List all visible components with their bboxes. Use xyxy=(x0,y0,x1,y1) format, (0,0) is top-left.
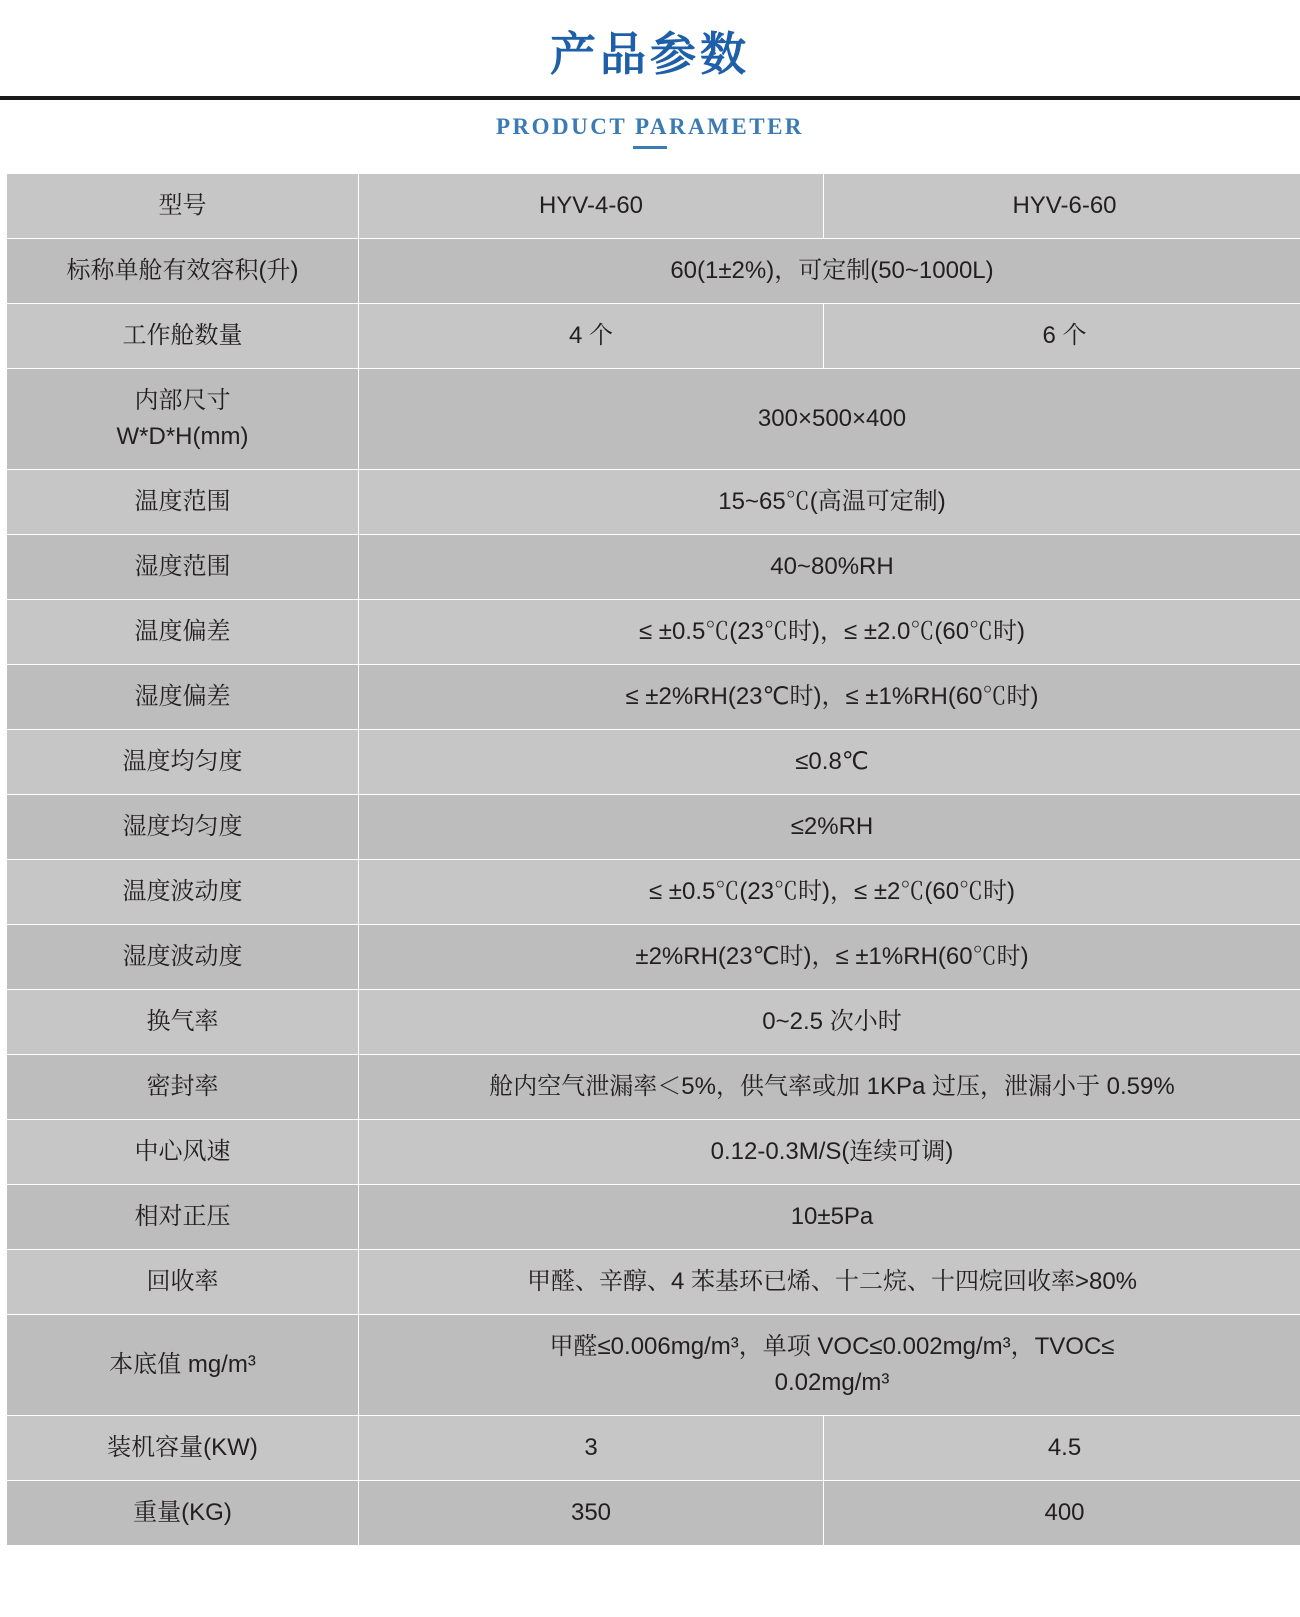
row-value-line2: 0.02mg/m³ xyxy=(774,1368,890,1396)
row-label: 湿度均匀度 xyxy=(7,794,359,859)
table-row xyxy=(7,924,1300,989)
table-row xyxy=(7,1184,1300,1249)
row-value-power-2: 4.5 xyxy=(824,1415,1300,1480)
row-label: 型号 xyxy=(7,173,359,238)
page-header xyxy=(0,0,1300,149)
row-value-model-1: HYV-4-60 xyxy=(359,173,824,238)
table-row xyxy=(7,469,1300,534)
table-row xyxy=(7,534,1300,599)
row-label: 回收率 xyxy=(7,1249,359,1314)
table-row xyxy=(7,599,1300,664)
title-divider xyxy=(0,96,1300,100)
row-value-model-2: HYV-6-60 xyxy=(824,173,1300,238)
table-row xyxy=(7,1314,1300,1415)
table-row xyxy=(7,794,1300,859)
row-label: 湿度偏差 xyxy=(7,664,359,729)
table-row xyxy=(7,1119,1300,1184)
table-row xyxy=(7,859,1300,924)
spec-table xyxy=(6,173,1300,1546)
row-label: 相对正压 xyxy=(7,1184,359,1249)
row-value: 40~80%RH xyxy=(359,534,1300,599)
row-value: ±2%RH(23℃时)，≤ ±1%RH(60℃时) xyxy=(359,924,1300,989)
row-label: 装机容量(KW) xyxy=(7,1415,359,1480)
row-label: 工作舱数量 xyxy=(7,303,359,368)
page-title: 产品参数 xyxy=(550,28,750,80)
row-label: 标称单舱有效容积(升) xyxy=(7,238,359,303)
row-label: 中心风速 xyxy=(7,1119,359,1184)
row-label: 密封率 xyxy=(7,1054,359,1119)
row-value: 0~2.5 次小时 xyxy=(359,989,1300,1054)
row-value: ≤ ±0.5℃(23℃时)，≤ ±2℃(60℃时) xyxy=(359,859,1300,924)
row-label: 温度波动度 xyxy=(7,859,359,924)
page-subtitle: PRODUCT PARAMETER xyxy=(495,113,805,139)
table-row xyxy=(7,1249,1300,1314)
row-value-chambers-2: 6 个 xyxy=(824,303,1300,368)
row-label xyxy=(7,368,359,469)
row-label-line1: 内部尺寸 xyxy=(134,386,231,414)
row-label: 本底值 mg/m³ xyxy=(7,1314,359,1415)
row-value: 甲醛、辛醇、4 苯基环已烯、十二烷、十四烷回收率>80% xyxy=(359,1249,1300,1314)
row-value: ≤0.8℃ xyxy=(359,729,1300,794)
row-value-weight-1: 350 xyxy=(359,1480,824,1545)
row-label: 重量(KG) xyxy=(7,1480,359,1545)
table-row xyxy=(7,1054,1300,1119)
table-row xyxy=(7,1480,1300,1545)
row-label: 湿度波动度 xyxy=(7,924,359,989)
table-row xyxy=(7,1415,1300,1480)
row-value-weight-2: 400 xyxy=(824,1480,1300,1545)
table-row xyxy=(7,303,1300,368)
row-value-line1: 甲醛≤0.006mg/m³，单项 VOC≤0.002mg/m³，TVOC≤ xyxy=(549,1332,1115,1360)
row-value: 15~65℃(高温可定制) xyxy=(359,469,1300,534)
row-value: ≤ ±2%RH(23℃时)，≤ ±1%RH(60℃时) xyxy=(359,664,1300,729)
row-label: 湿度范围 xyxy=(7,534,359,599)
row-value: 10±5Pa xyxy=(359,1184,1300,1249)
row-value: ≤ ±0.5℃(23℃时)，≤ ±2.0℃(60℃时) xyxy=(359,599,1300,664)
table-row xyxy=(7,173,1300,238)
row-value-power-1: 3 xyxy=(359,1415,824,1480)
row-value: 60(1±2%)，可定制(50~1000L) xyxy=(359,238,1300,303)
table-row xyxy=(7,664,1300,729)
row-label: 温度偏差 xyxy=(7,599,359,664)
row-value: 舱内空气泄漏率＜5%，供气率或加 1KPa 过压，泄漏小于 0.59% xyxy=(359,1054,1300,1119)
row-value xyxy=(359,1314,1300,1415)
subtitle-underline xyxy=(633,146,667,149)
row-label: 换气率 xyxy=(7,989,359,1054)
table-row xyxy=(7,368,1300,469)
row-label: 温度范围 xyxy=(7,469,359,534)
row-value-chambers-1: 4 个 xyxy=(359,303,824,368)
table-row xyxy=(7,729,1300,794)
row-value: 0.12-0.3M/S(连续可调) xyxy=(359,1119,1300,1184)
table-row xyxy=(7,238,1300,303)
row-label: 温度均匀度 xyxy=(7,729,359,794)
spec-table-wrapper xyxy=(6,173,1294,1546)
row-label-line2: W*D*H(mm) xyxy=(116,422,249,450)
row-value: ≤2%RH xyxy=(359,794,1300,859)
row-value: 300×500×400 xyxy=(359,368,1300,469)
table-row xyxy=(7,989,1300,1054)
